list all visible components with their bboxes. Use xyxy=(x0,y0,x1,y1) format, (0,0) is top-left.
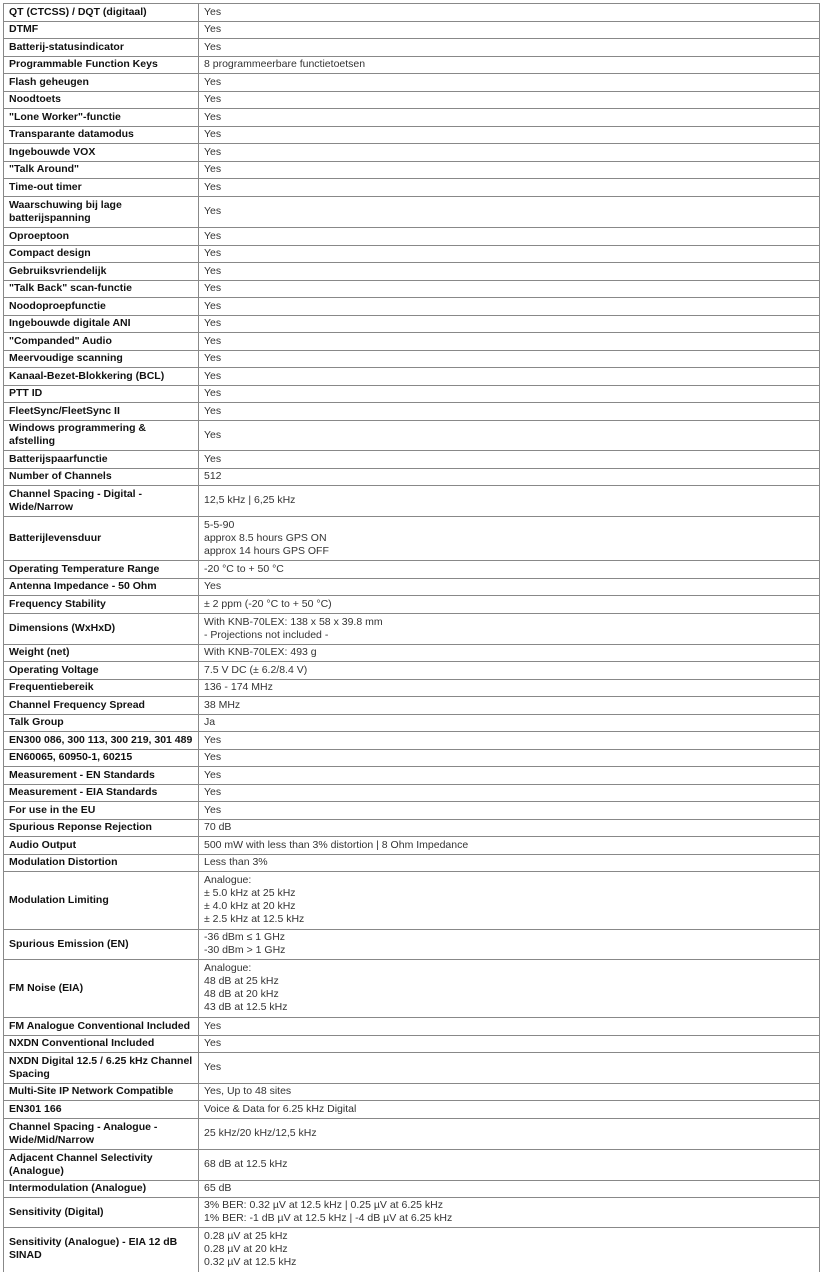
spec-value: Yes xyxy=(199,1018,820,1036)
spec-value: Yes xyxy=(199,298,820,316)
table-row xyxy=(4,486,820,517)
table-row xyxy=(4,802,820,820)
table-row xyxy=(4,960,820,1018)
table-row xyxy=(4,451,820,469)
spec-label: Channel Frequency Spread xyxy=(4,697,199,715)
spec-value: 68 dB at 12.5 kHz xyxy=(199,1150,820,1181)
spec-label: Transparante datamodus xyxy=(4,127,199,144)
spec-label: Dimensions (WxHxD) xyxy=(4,614,199,645)
spec-label: Frequentiebereik xyxy=(4,680,199,697)
spec-value: Yes xyxy=(199,4,820,22)
spec-label: Channel Spacing - Digital - Wide/Narrow xyxy=(4,486,199,517)
spec-label: Noodoproepfunctie xyxy=(4,298,199,316)
table-row xyxy=(4,645,820,662)
spec-value: 65 dB xyxy=(199,1181,820,1198)
table-row xyxy=(4,92,820,109)
spec-label: EN301 166 xyxy=(4,1101,199,1119)
table-row xyxy=(4,469,820,486)
spec-value: Yes xyxy=(199,316,820,333)
table-row xyxy=(4,4,820,22)
table-row xyxy=(4,197,820,228)
spec-value: Yes xyxy=(199,732,820,750)
table-row xyxy=(4,351,820,368)
table-row xyxy=(4,1228,820,1272)
table-row xyxy=(4,579,820,596)
spec-value: Yes xyxy=(199,109,820,127)
spec-value: Yes xyxy=(199,74,820,92)
spec-label: Talk Group xyxy=(4,715,199,732)
table-row xyxy=(4,930,820,960)
spec-label: Audio Output xyxy=(4,837,199,855)
spec-value: 5-5-90 approx 8.5 hours GPS ON approx 14 hours GPS OFF xyxy=(199,517,820,561)
spec-label: Meervoudige scanning xyxy=(4,351,199,368)
table-row xyxy=(4,614,820,645)
spec-value: Yes xyxy=(199,750,820,767)
spec-value: 3% BER: 0.32 µV at 12.5 kHz | 0.25 µV at 6.25 kHz 1% BER: -1 dB µV at 12.5 kHz | -4 dB µV at 6.25 kHz xyxy=(199,1198,820,1228)
spec-value: Yes xyxy=(199,144,820,162)
spec-value: Yes, Up to 48 sites xyxy=(199,1084,820,1101)
spec-value: Yes xyxy=(199,421,820,451)
spec-label: EN60065, 60950-1, 60215 xyxy=(4,750,199,767)
spec-value: Yes xyxy=(199,179,820,197)
table-row xyxy=(4,715,820,732)
table-row xyxy=(4,228,820,246)
spec-value: Yes xyxy=(199,197,820,228)
spec-value: 12,5 kHz | 6,25 kHz xyxy=(199,486,820,517)
table-row xyxy=(4,1101,820,1119)
spec-label: QT (CTCSS) / DQT (digitaal) xyxy=(4,4,199,22)
spec-value: 7.5 V DC (± 6.2/8.4 V) xyxy=(199,662,820,680)
spec-value: ± 2 ppm (-20 °C to + 50 °C) xyxy=(199,596,820,614)
table-row xyxy=(4,1018,820,1036)
table-row xyxy=(4,57,820,74)
spec-value: With KNB-70LEX: 493 g xyxy=(199,645,820,662)
table-row xyxy=(4,1150,820,1181)
table-row xyxy=(4,855,820,872)
spec-value: Yes xyxy=(199,263,820,281)
spec-label: Time-out timer xyxy=(4,179,199,197)
spec-value: 8 programmeerbare functietoetsen xyxy=(199,57,820,74)
table-row xyxy=(4,750,820,767)
spec-value: Yes xyxy=(199,368,820,386)
spec-value: Analogue: ± 5.0 kHz at 25 kHz ± 4.0 kHz at 20 kHz ± 2.5 kHz at 12.5 kHz xyxy=(199,872,820,930)
spec-value: Yes xyxy=(199,39,820,57)
spec-value: Yes xyxy=(199,403,820,421)
spec-label: Number of Channels xyxy=(4,469,199,486)
spec-label: "Companded" Audio xyxy=(4,333,199,351)
spec-value: Yes xyxy=(199,333,820,351)
spec-label: Measurement - EN Standards xyxy=(4,767,199,785)
spec-label: FM Analogue Conventional Included xyxy=(4,1018,199,1036)
table-row xyxy=(4,1053,820,1084)
spec-value: Analogue: 48 dB at 25 kHz 48 dB at 20 kHz 43 dB at 12.5 kHz xyxy=(199,960,820,1018)
spec-label: Noodtoets xyxy=(4,92,199,109)
spec-table xyxy=(3,3,820,1272)
spec-value: -20 °C to + 50 °C xyxy=(199,561,820,579)
table-row xyxy=(4,872,820,930)
table-row xyxy=(4,697,820,715)
table-row xyxy=(4,333,820,351)
table-row xyxy=(4,1198,820,1228)
spec-value: Yes xyxy=(199,162,820,179)
table-row xyxy=(4,144,820,162)
spec-value: 512 xyxy=(199,469,820,486)
table-row xyxy=(4,1181,820,1198)
table-row xyxy=(4,386,820,403)
spec-label: DTMF xyxy=(4,22,199,39)
spec-label: Modulation Limiting xyxy=(4,872,199,930)
spec-value: Yes xyxy=(199,579,820,596)
table-row xyxy=(4,22,820,39)
spec-value: 38 MHz xyxy=(199,697,820,715)
spec-value: With KNB-70LEX: 138 x 58 x 39.8 mm - Projections not included - xyxy=(199,614,820,645)
table-row xyxy=(4,785,820,802)
spec-label: "Talk Around" xyxy=(4,162,199,179)
spec-label: Operating Voltage xyxy=(4,662,199,680)
spec-value: Ja xyxy=(199,715,820,732)
table-row xyxy=(4,298,820,316)
table-row xyxy=(4,263,820,281)
spec-value: Yes xyxy=(199,785,820,802)
spec-value: Yes xyxy=(199,228,820,246)
spec-label: Spurious Emission (EN) xyxy=(4,930,199,960)
spec-label: Multi-Site IP Network Compatible xyxy=(4,1084,199,1101)
spec-label: Oproeptoon xyxy=(4,228,199,246)
spec-label: "Lone Worker"-functie xyxy=(4,109,199,127)
spec-label: For use in the EU xyxy=(4,802,199,820)
spec-label: Sensitivity (Analogue) - EIA 12 dB SINAD xyxy=(4,1228,199,1272)
table-row xyxy=(4,596,820,614)
spec-value: Yes xyxy=(199,281,820,298)
spec-label: Programmable Function Keys xyxy=(4,57,199,74)
table-row xyxy=(4,109,820,127)
spec-value: 136 - 174 MHz xyxy=(199,680,820,697)
table-row xyxy=(4,421,820,451)
table-row xyxy=(4,316,820,333)
table-row xyxy=(4,127,820,144)
spec-value: Yes xyxy=(199,351,820,368)
table-row xyxy=(4,732,820,750)
spec-label: Modulation Distortion xyxy=(4,855,199,872)
table-row xyxy=(4,680,820,697)
spec-label: Batterijlevensduur xyxy=(4,517,199,561)
table-row xyxy=(4,74,820,92)
spec-label: Windows programmering & afstelling xyxy=(4,421,199,451)
spec-value: Yes xyxy=(199,386,820,403)
spec-table-body xyxy=(4,4,820,1272)
spec-value: Less than 3% xyxy=(199,855,820,872)
table-row xyxy=(4,281,820,298)
spec-label: Measurement - EIA Standards xyxy=(4,785,199,802)
spec-label: Sensitivity (Digital) xyxy=(4,1198,199,1228)
table-row xyxy=(4,820,820,837)
spec-label: Ingebouwde digitale ANI xyxy=(4,316,199,333)
spec-value: Yes xyxy=(199,1053,820,1084)
spec-label: Compact design xyxy=(4,246,199,263)
spec-label: Operating Temperature Range xyxy=(4,561,199,579)
table-row xyxy=(4,179,820,197)
spec-label: NXDN Digital 12.5 / 6.25 kHz Channel Spacing xyxy=(4,1053,199,1084)
spec-label: Batterij-statusindicator xyxy=(4,39,199,57)
table-row xyxy=(4,246,820,263)
table-row xyxy=(4,517,820,561)
spec-label: PTT ID xyxy=(4,386,199,403)
table-row xyxy=(4,403,820,421)
spec-value: Yes xyxy=(199,767,820,785)
table-row xyxy=(4,162,820,179)
spec-value: Yes xyxy=(199,1036,820,1053)
spec-value: -36 dBm ≤ 1 GHz -30 dBm > 1 GHz xyxy=(199,930,820,960)
spec-label: Batterijspaarfunctie xyxy=(4,451,199,469)
spec-value: 500 mW with less than 3% distortion | 8 Ohm Impedance xyxy=(199,837,820,855)
spec-label: FM Noise (EIA) xyxy=(4,960,199,1018)
spec-value: Yes xyxy=(199,246,820,263)
spec-label: Adjacent Channel Selectivity (Analogue) xyxy=(4,1150,199,1181)
spec-label: EN300 086, 300 113, 300 219, 301 489 xyxy=(4,732,199,750)
spec-label: FleetSync/FleetSync II xyxy=(4,403,199,421)
table-row xyxy=(4,662,820,680)
spec-label: Kanaal-Bezet-Blokkering (BCL) xyxy=(4,368,199,386)
spec-value: Yes xyxy=(199,22,820,39)
table-row xyxy=(4,1036,820,1053)
spec-label: Frequency Stability xyxy=(4,596,199,614)
table-row xyxy=(4,1084,820,1101)
spec-label: "Talk Back" scan-functie xyxy=(4,281,199,298)
table-row xyxy=(4,767,820,785)
spec-value: 25 kHz/20 kHz/12,5 kHz xyxy=(199,1119,820,1150)
table-row xyxy=(4,561,820,579)
table-row xyxy=(4,39,820,57)
table-row xyxy=(4,837,820,855)
table-row xyxy=(4,1119,820,1150)
spec-label: Ingebouwde VOX xyxy=(4,144,199,162)
spec-label: Antenna Impedance - 50 Ohm xyxy=(4,579,199,596)
spec-label: Intermodulation (Analogue) xyxy=(4,1181,199,1198)
spec-label: Flash geheugen xyxy=(4,74,199,92)
spec-label: Weight (net) xyxy=(4,645,199,662)
spec-value: Voice & Data for 6.25 kHz Digital xyxy=(199,1101,820,1119)
spec-label: Waarschuwing bij lage batterijspanning xyxy=(4,197,199,228)
spec-value: 0.28 µV at 25 kHz 0.28 µV at 20 kHz 0.32 µV at 12.5 kHz xyxy=(199,1228,820,1272)
spec-value: Yes xyxy=(199,127,820,144)
spec-label: Spurious Reponse Rejection xyxy=(4,820,199,837)
spec-label: Gebruiksvriendelijk xyxy=(4,263,199,281)
spec-value: 70 dB xyxy=(199,820,820,837)
spec-value: Yes xyxy=(199,451,820,469)
spec-value: Yes xyxy=(199,92,820,109)
spec-label: Channel Spacing - Analogue - Wide/Mid/Narrow xyxy=(4,1119,199,1150)
spec-label: NXDN Conventional Included xyxy=(4,1036,199,1053)
spec-value: Yes xyxy=(199,802,820,820)
table-row xyxy=(4,368,820,386)
